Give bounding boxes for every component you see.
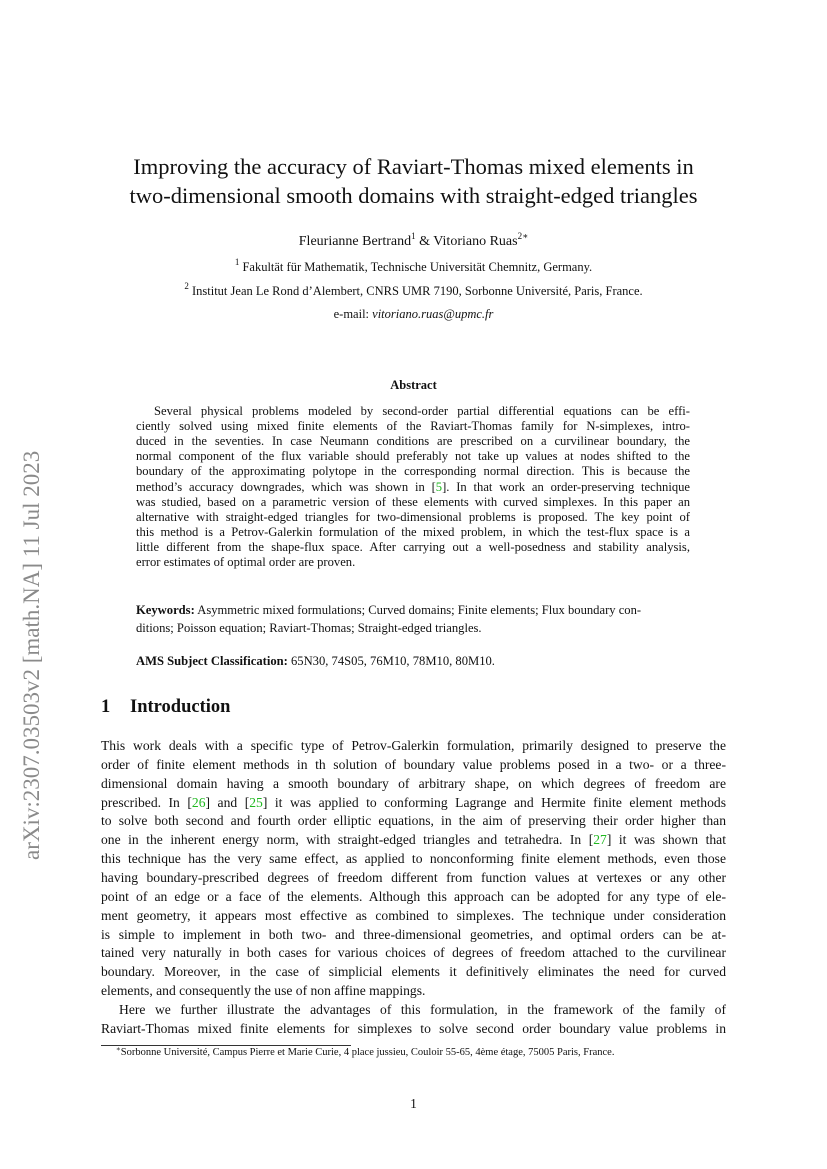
text-line: dimensional domain having a smooth boundary of arbitrary shape, on which degrees of freedom are (101, 775, 726, 791)
affiliation-text: Fakultät für Mathematik, Technische Universität Chemnitz, Germany. (239, 260, 593, 274)
section-title: Introduction (130, 697, 231, 717)
email-link[interactable]: vitoriano.ruas@upmc.fr (372, 307, 494, 321)
section-heading (101, 697, 230, 718)
affiliation-mark: 2 (184, 281, 189, 291)
title-line-2: two-dimensional smooth domains with straight-edged triangles (129, 183, 698, 208)
ams-classification (136, 652, 690, 670)
keywords (136, 601, 690, 637)
footnote-mark: ∗ (116, 1045, 121, 1053)
text-line: this technique has the very same effect, as applied to nonconforming finite element methods, even those (101, 851, 726, 867)
section-number: 1 (101, 697, 111, 717)
affiliation-mark: 1 (234, 257, 240, 267)
authors (0, 231, 827, 250)
author-name: Vitoriano Ruas (433, 234, 518, 249)
paper-title (0, 152, 827, 210)
citation-link[interactable]: 27 (593, 832, 607, 848)
footnote-text: Sorbonne Université, Campus Pierre et Marie Curie, 4 place jussieu, Couloir 55-65, 4ème étage, 75005 Paris, France. (120, 1047, 615, 1058)
author-separator: & (415, 234, 434, 249)
page-number: 1 (410, 1096, 417, 1111)
footnote-rule (101, 1045, 351, 1046)
text-line: prescribed. In [26] and [25] it was applied to conforming Lagrange and Hermite finite element methods (101, 794, 726, 810)
keywords-label: Keywords: (136, 603, 195, 617)
text-line: having boundary-prescribed degrees of freedom different from function values at vertexes or any other (101, 869, 726, 885)
title-line-1: Improving the accuracy of Raviart-Thomas mixed elements in (133, 154, 694, 179)
text-line: this method is a Petrov-Galerkin formulation of the mixed problem, in which the test-flux space is a (136, 524, 690, 539)
ams-codes: 65N30, 74S05, 76M10, 78M10, 80M10. (287, 654, 495, 668)
text-line: elements, and consequently the use of non affine mappings. (101, 983, 426, 999)
citation-link[interactable]: 26 (191, 794, 206, 810)
footnote (116, 1047, 614, 1058)
text-line: little different from the shape-flux space. After carrying out a well-posedness and stability analysis, (136, 539, 690, 554)
citation-link[interactable]: 25 (249, 794, 263, 810)
text-line: This work deals with a specific type of Petrov-Galerkin formulation, primarily designed to preserve the (101, 738, 726, 753)
affiliation-mark: 1 (411, 231, 416, 241)
text-line: order of finite element methods in th solution of boundary value problems posed in a two- or a three- (101, 756, 726, 772)
text-line: error estimates of optimal order are proven. (136, 555, 356, 569)
text-line: is simple to implement in both two- and three-dimensional geometries, and optimal orders can be at- (101, 926, 726, 942)
text-line: one in the inherent energy norm, with straight-edged triangles and tetrahedra. In [27] it was shown that (101, 832, 726, 848)
text-line: alternative with straight-edged triangles for two-dimensional problems is proposed. The key point of (136, 509, 690, 524)
text-line: Here we further illustrate the advantages of this formulation, in the framework of the family of (119, 1001, 726, 1017)
text-line: ment geometry, it appears most effective as combined to simplexes. The technique under consideration (101, 907, 726, 923)
keywords-text: Asymmetric mixed formulations; Curved domains; Finite elements; Flux boundary con- (194, 603, 642, 617)
text-line: duced in the seventies. In case Neumann conditions are prescribed on a curvilinear boundary, the (136, 434, 690, 449)
text-line: Several physical problems modeled by second-order partial differential equations can be effi- (154, 404, 690, 418)
ams-label: AMS Subject Classification: (136, 654, 288, 668)
text-line: boundary. Moreover, in the case of simplicial elements it definitively eliminates the need for curved (101, 964, 726, 980)
text-line: Raviart-Thomas mixed finite elements for simplexes to solve second order boundary value problems in (101, 1020, 726, 1036)
text-line: to solve both second and fourth order elliptic equations, in the aim of preserving their order higher than (101, 813, 726, 829)
author-name: Fleurianne Bertrand (298, 234, 412, 249)
citation-link[interactable]: 5 (435, 479, 443, 494)
keywords-text: ditions; Poisson equation; Raviart-Thomas; Straight-edged triangles. (136, 621, 482, 635)
text-line: method’s accuracy downgrades, which was shown in [5]. In that work an order-preserving technique (136, 479, 691, 494)
affiliation-text: Institut Jean Le Rond d’Alembert, CNRS UMR 7190, Sorbonne Université, Paris, France. (188, 284, 643, 298)
text-line: point of an edge or a face of the elements. Although this approach can be adopted for any type of ele- (101, 888, 726, 904)
text-line: was studied, based on a parametric version of these elements with curved simplexes. In this paper an (136, 494, 690, 509)
text-line: ciently solved using mixed finite elements of the Raviart-Thomas family for N-simplexes, intro- (136, 419, 690, 434)
text-line: tained very naturally in both cases for various choices of degrees of freedom attached to the curvilinear (101, 945, 726, 961)
abstract-heading: Abstract (390, 378, 437, 392)
text-line: boundary of the approximating polytope in the corresponding normal direction. This is because the (136, 464, 690, 479)
text-line: normal component of the flux variable should preferably not take up values at nodes shifted to the (136, 449, 690, 464)
affiliation (0, 257, 827, 275)
arxiv-identifier-sidebar: arXiv:2307.03503v2 [math.NA] 11 Jul 2023 (19, 450, 44, 860)
contact-email (0, 307, 827, 322)
email-label: e-mail: (333, 307, 373, 321)
affiliation-mark: 2∗ (517, 231, 529, 241)
affiliation (0, 281, 827, 299)
